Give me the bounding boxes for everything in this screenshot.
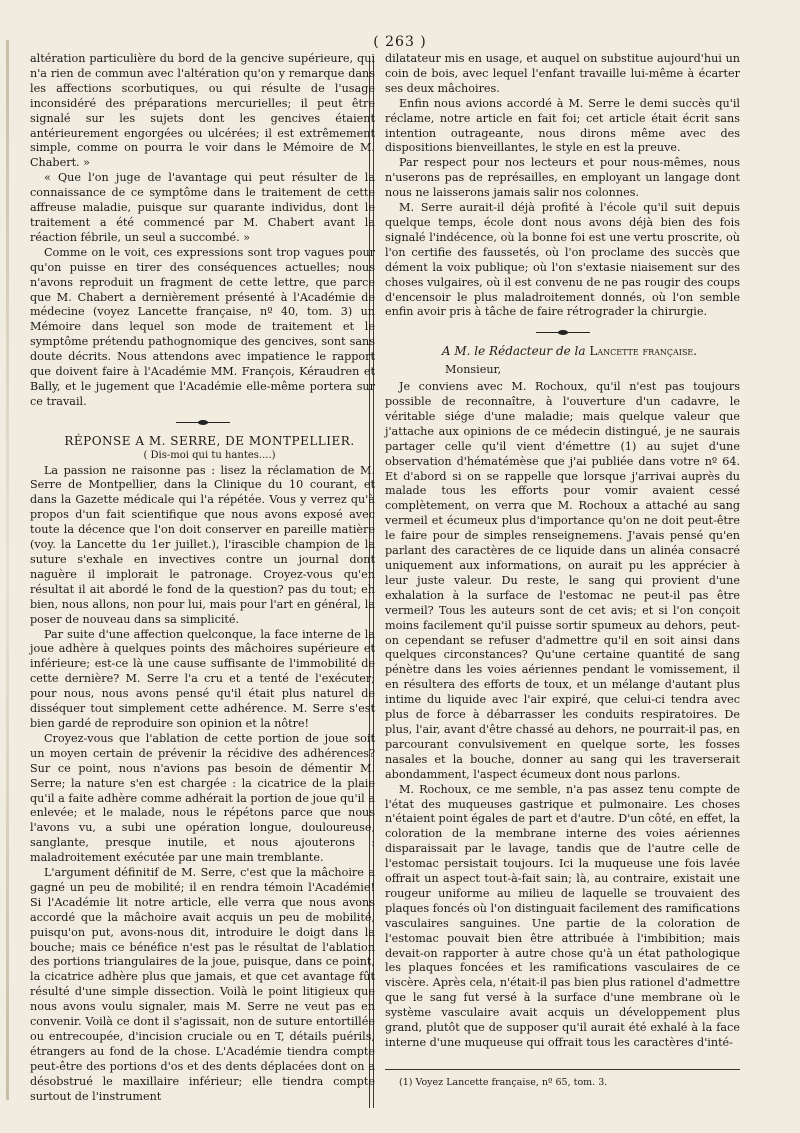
footnote-rule — [385, 1069, 740, 1070]
paragraph: « Que l'on juge de l'avantage qui peut résulter de la connaissance de ce symptôme dans le traitement de cette affreuse maladie, puisque sur quarante individus, dont le traitement a été commencé par M. Chabert avant la réaction fébrile, un seul a succombé. » — [30, 171, 375, 244]
article-heading: RÉPONSE A M. SERRE, DE MONTPELLIER. — [64, 433, 355, 448]
paragraph: Par respect pour nos lecteurs et pour nous-mêmes, nous n'userons pas de représailles, en employant un langage dont nous ne laisserons jamais salir nos colonnes. — [385, 156, 740, 200]
paragraph: Enfin nous avions accordé à M. Serre le demi succès qu'il réclame, notre article en fait foi; cet article était écrit sans intention outrageante, nous dirons même avec des dispositions bienveillantes, le style en est la preuve. — [385, 96, 740, 155]
paragraph: M. Rochoux, ce me semble, n'a pas assez tenu compte de l'état des muqueuses gastrique et pulmonaire. Les choses n'étaient point égales de part et d'autre. D'un côté, en effet, la coloration de la membrane interne des voies aériennes disparaissait par le lavage, tandis que de l'autre celle de l'estomac persistait toujours. Ici la muqueuse une fois lavée offrait un aspect tout-à-fait sain; là, au contraire, existait une rougeur uniforme au milieu de laquelle se trouvaient des plaques foncés où l'on distinguait facilement des ramifications vasculaires sanguines. Une partie de la coloration de l'estomac pouvait bien être attribuée à l'imbibition; mais devait-on rapporter à autre chose qu'à un état pathologique les plaques foncées et les ramifications vasculaires de ce viscère. Après cela, n'était-il pas bien plus rationel d'admettre que le sang fut versé à la surface d'une membrane où le système vasculaire avait acquis un développement plus grand, plutôt que de supposer qu'il aurait été exhalé à la face interne d'une muqueuse qui offrait tous les caractères d'inté- — [385, 782, 740, 1049]
section-separator — [176, 420, 230, 426]
salutation: Monsieur, — [445, 363, 502, 377]
paragraph: Croyez-vous que l'ablation de cette portion de joue soit un moyen certain de prévenir la récidive des adhérences? Sur ce point, nous n'avions pas besoin de démentir M. Serre; la nature s'en est chargée : la cicatrice de la plaie qu'il a faite adhère comme adhérait la portion de joue qu'il a enlevée; et le malade, nous le répétons parce que nous l'avons vu, a subi une opération longue, douloureuse, sanglante, presque inutile, et nous ajouterons : maladroitement exécutée par une main tremblante. — [30, 731, 375, 865]
paragraph: Je conviens avec M. Rochoux, qu'il n'est pas toujours possible de reconnaître, à l'ouverture d'un cadavre, le véritable siége d'une maladie; mais quelque valeur que j'attache aux opinions de ce médecin distingué, je ne saurais partager celle qu'il vient d'émettre (1) au sujet d'une observation d'hématémèse que j'ai publiée dans votre nº 64. Et d'abord si on se rappelle que lorsque j'arrivai auprès du malade tous les efforts pour vomir avaient cessé complètement, on verra que M. Rochoux a attaché au sang vermeil et écumeux plus d'importance qu'on ne doit peut-être le faire pour de simples renseignemens. J'avais pensé qu'en parlant des caractères de ce liquide dans un alinéa consacré uniquement aux informations, on aurait pu les apprécier à leur juste valeur. Du reste, le sang qui provient d'une exhalation à la surface de l'estomac ne peut-il pas être vermeil? Tous les auteurs sont de cet avis; et si l'on conçoit moins facilement qu'il puisse sortir spumeux au dehors, peut-on cependant se refuser d'admettre qu'il en soit ainsi dans quelques circonstances? Qu'une certaine quantité de sang pénètre dans les voies aériennes pendant le vomissement, il en résultera des efforts de toux, et un mélange d'autant plus intime du liquide avec l'air expiré, que celui-ci tendra avec plus de force à débarrasser les conduits respiratoires. De plus, l'air, avant d'être chassé au dehors, ne pourrait-il pas, en parcourant convulsivement en quelque sorte, les fosses nasales et la bouche, donner au sang qui les traverserait abondamment, l'aspect écumeux dont nous parlons. — [385, 380, 740, 781]
paragraph: Par suite d'une affection quelconque, la face interne de la joue adhère à quelques points des mâchoires supérieure et inférieure; est-ce là une cause suffisante de l'immobilité de cette dernière? M. Serre l'a cru et a tenté de l'exécuter; pour nous, nous avons pensé qu'il était plus naturel de disséquer tout simplement cette adhérence. M. Serre s'est bien gardé de reproduire son opinion et la nôtre! — [30, 627, 375, 730]
section-separator — [536, 330, 590, 336]
letter-heading-text: A M. le Rédacteur de la — [441, 344, 590, 359]
paragraph: La passion ne raisonne pas : lisez la réclamation de M. Serre de Montpellier, dans la Clinique du 10 courant, et dans la Gazette médicale qui l'a répétée. Vous y verrez qu'à propos d'un fait scientifique que nous avons exposé avec toute la décence que l'on doit conserver en pareille matière (voy. la Lancette du 1er juillet.), l'irascible champion de la suture s'exhale en invectives contre un journal dont naguère il implorait le patronage. Croyez-vous qu'en résultat il ait abordé le fond de la question? pas du tout; eh bien, nous allons, non pour lui, mais pour l'art en général, la poser de nouveau dans sa simplicité. — [30, 463, 375, 626]
binding-edge — [6, 40, 9, 1100]
paragraph: dilatateur mis en usage, et auquel on substitue aujourd'hui un coin de bois, avec lequel l'enfant travaille lui-même à écarter ses deux mâchoires. — [385, 52, 740, 95]
paragraph: altération particulière du bord de la gencive supérieure, qui n'a rien de commun avec l'altération qu'on y remarque dans les affections scorbutiques, ou qui résulte de l'usage inconsidéré des préparations mercurielles; il peut être signalé sur les sujets dont les gencives étaient antérieurement engorgées ou ulcérées; il est extrêmement simple, comme on pourra le voir dans le Mémoire de M. Chabert. » — [30, 52, 375, 170]
footnote: (1) Voyez Lancette française, nº 65, tom. 3. — [399, 1076, 608, 1088]
paragraph: L'argument définitif de M. Serre, c'est que la mâchoire a gagné un peu de mobilité; il en rendra témoin l'Académie! Si l'Académie lit notre article, elle verra que nous avons accordé que la mâchoire avait acquis un peu de mobilité, puisqu'on put, avons-nous dit, introduire le doigt dans la bouche; mais ce bénéfice n'est pas le résultat de l'ablation des portions triangulaires de la joue, puisque, dans ce point, la cicatrice adhère plus que jamais, et que cet avantage fût résulté d'une simple dissection. Voilà le point litigieux que nous avons voulu signaler, mais M. Serre ne veut pas en convenir. Voilà ce dont il s'agissait, non de suture entortillée ou entrecoupée, d'incision cruciale ou en T, détails puérils, étrangers au fond de la chose. L'Académie tiendra compte peut-être des portions d'os et des dents déplacées dont on a désobstrué le maxillaire inférieur; elle tiendra compte surtout de l'instrument — [30, 866, 375, 1103]
right-column — [385, 52, 740, 1091]
journal-name: Lancette française. — [589, 344, 698, 359]
left-column — [30, 52, 375, 1105]
paragraph: Comme on le voit, ces expressions sont trop vagues pour qu'on puisse en tirer des conséquences actuelles; nous n'avons reproduit un fragment de cette lettre, que parce que M. Chabert a dernièrement présenté à l'Académie de médecine (voyez Lancette française, nº 40, tom. 3) un Mémoire dans lequel son mode de traitement et le symptôme prétendu pathognomique des gencives, sont sans doute décrits. Nous attendons avec impatience le rapport que doivent faire à l'Académie MM. François, Kéraudren et Bally, et le jugement que l'Académie elle-même portera sur ce travail. — [30, 245, 375, 408]
letter-heading — [385, 344, 740, 359]
paragraph: M. Serre aurait-il déjà profité à l'école qu'il suit depuis quelque temps, école dont nous avons déjà bien des fois signalé l'indécence, où la bonne foi est une vertu proscrite, où l'on certifie des faussetés, où l'on proclame des succès que dément la voix publique; où l'on s'extasie niaisement sur des choses vulgaires, où il est convenu de ne pas rougir des coups d'encensoir le plus maladroitement donnés, où l'on semble enfin avoir pris à tâche de faire rétrograder la chirurgie. — [385, 201, 740, 319]
page-number: ( 263 ) — [373, 34, 427, 50]
article-epigraph: ( Dis-moi qui tu hantes....) — [143, 449, 276, 461]
